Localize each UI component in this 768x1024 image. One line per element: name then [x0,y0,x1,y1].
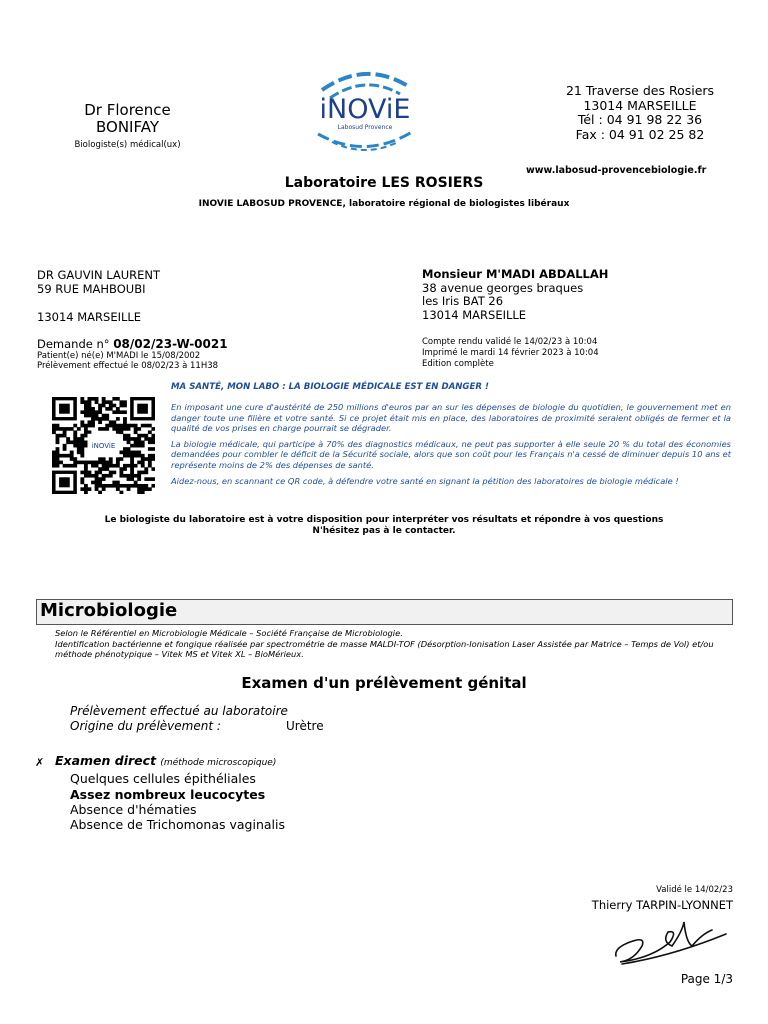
direct-exam-label: Examen direct [55,753,157,768]
request-label: Demande n° [37,337,110,351]
campaign-message [171,382,731,492]
sampling-date: Prélèvement effectué le 08/02/23 à 11H38 [37,361,219,371]
patient-building: les Iris BAT 26 [422,294,504,308]
campaign-paragraph-2: La biologie médicale, qui participe à 70% des diagnostics médicaux, ne peut pas supporter à elle seule 20 % du total des économies demandées pour combler le déficit de la Sécurité sociale, alors que son coût pour les Français n'a cessé de diminuer depuis 10 ans et représente moins de 2% des dépenses de santé. [171,439,731,470]
result-item: Quelques cellules épithéliales [70,771,256,786]
campaign-paragraph-1: En imposant une cure d'austérité de 250 millions d'euros par an sur les dépenses de biologie du quotidien, le gouvernement met en danger toute une filière et votre santé. Si ce projet était mis en place, des laboratoires de proximité seraient obligés de fermer et la qualité de vos prises en charge pourrait se dégrader. [171,402,731,433]
request-number-line [37,337,228,351]
campaign-paragraph-3: Aidez-nous, en scannant ce QR code, à défendre votre santé en signant la pétition des laboratoires de biologie médicale ! [171,476,679,487]
prescriber-block [37,268,160,324]
signature [612,912,730,966]
reference-line-1: Selon le Référentiel en Microbiologie Médicale – Société Française de Microbiologie. [55,628,403,638]
report-status [422,337,599,370]
patient-name: Monsieur M'MADI ABDALLAH [422,267,609,281]
direct-exam-heading [55,753,276,768]
direct-exam-method: (méthode microscopique) [160,758,277,768]
section-header [36,599,733,625]
result-item: Absence de Trichomonas vaginalis [70,817,285,832]
report-validated: Compte rendu validé le 14/02/23 à 10:04 [422,337,598,347]
reference-line-2: Identification bactérienne et fongique réalisée par spectrométrie de masse MALDI-TOF (Désorption-Ionisation Laser Assistée par Matrice – Temps de Vol) et/ou méthode phénotypique – Vitek MS et Vitek XL – BioMérieux. [55,638,714,659]
qr-code-icon [52,397,155,494]
origin-label: Origine du prélèvement : [70,719,221,733]
request-number: 08/02/23-W-0021 [113,337,228,351]
exam-title: Examen d'un prélèvement génital [241,674,527,692]
origin-value: Urètre [286,719,324,733]
page-number: Page 1/3 [680,972,733,986]
request-meta [37,351,218,371]
result-item: Assez nombreux leucocytes [70,787,266,802]
prescriber-street: 59 RUE MAHBOUBI [37,282,146,296]
qr-logo-text: iNOViE [91,441,116,450]
doctor-name-first: Dr Florence [84,101,171,119]
lab-phone: Tél : 04 91 98 22 36 [577,112,703,127]
report-edition: Edition complète [422,359,494,369]
patient-street: 38 avenue georges braques [422,280,584,295]
address-street: 21 Traverse des Rosiers [565,83,715,98]
lab-website: www.labosud-provencebiologie.fr [526,165,707,176]
lab-subtitle: INOVIE LABOSUD PROVENCE, laboratoire régional de biologistes libéraux [198,199,570,209]
petition-qr-code[interactable] [52,397,155,494]
direct-exam-mark: ✗ [35,756,45,769]
logo-subtext: Labosud Provence [337,124,393,131]
inovie-logo [300,62,430,162]
lab-fax: Fax : 04 91 02 25 82 [575,126,705,142]
doctor-block [60,102,195,150]
notice-line-2: N'hésitez pas à le contacter. [312,526,456,536]
prescriber-name: DR GAUVIN LAURENT [37,268,161,282]
section-reference [55,628,735,660]
doctor-role: Biologiste(s) médical(ux) [74,140,181,150]
patient-block [422,268,608,322]
notice-line-1: Le biologiste du laboratoire est à votre disposition pour interpréter vos résultats et répondre à vos questions [104,515,664,525]
biologist-notice [0,515,768,537]
patient-city: 13014 MARSEILLE [422,307,527,322]
lab-address [540,84,740,142]
lab-name: Laboratoire LES ROSIERS [284,175,484,191]
section-title: Microbiologie [40,600,178,621]
campaign-title: MA SANTÉ, MON LABO : LA BIOLOGIE MÉDICALE EST EN DANGER ! [171,382,489,392]
prescriber-city: 13014 MARSEILLE [37,310,142,324]
address-city: 13014 MARSEILLE [583,97,697,113]
result-item: Absence d'hématies [70,802,197,817]
signer-name: Thierry TARPIN-LYONNET [591,898,733,912]
logo-wordmark: iNOViE [319,94,411,125]
report-printed: Imprimé le mardi 14 février 2023 à 10:04 [422,348,599,358]
validation-date: Validé le 14/02/23 [656,885,733,895]
patient-birth: Patient(e) né(e) M'MADI le 15/08/2002 [37,351,201,361]
doctor-name-last: BONIFAY [96,118,159,136]
sampling-location-label: Prélèvement effectué au laboratoire [70,704,288,718]
